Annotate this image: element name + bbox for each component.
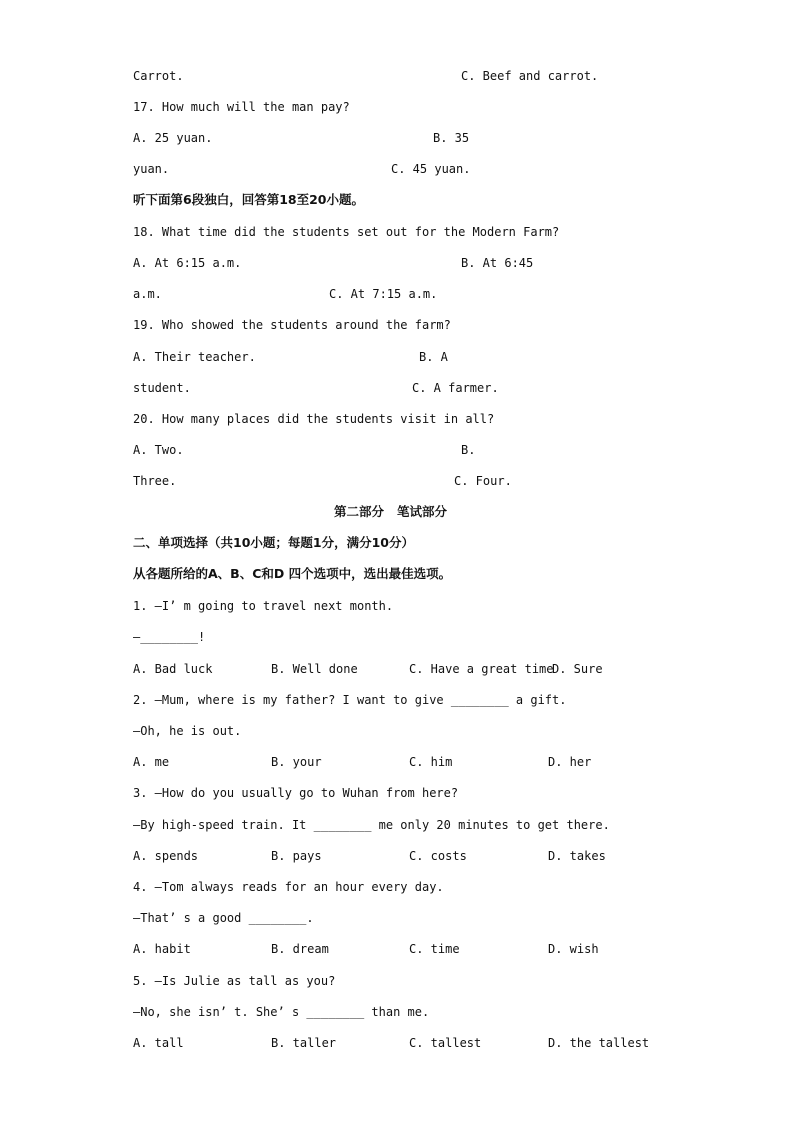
q19-stem: 19. Who showed the students around the farm? xyxy=(133,318,451,332)
mc4-line1: 4. —Tom always reads for an hour every day. xyxy=(133,880,444,894)
mc1-line2: —________! xyxy=(133,630,206,644)
q18-option-a: A. At 6:15 a.m. xyxy=(133,256,242,270)
mc2-option-d: D. her xyxy=(548,755,592,769)
q17-option-b-cont: yuan. xyxy=(133,162,170,176)
q18-option-c: C. At 7:15 a.m. xyxy=(329,287,438,301)
mc1-option-a: A. Bad luck xyxy=(133,662,213,676)
mc1-option-b: B. Well done xyxy=(271,662,358,676)
mc5-option-c: C. tallest xyxy=(409,1036,482,1050)
part2-title: 第二部分 笔试部分 xyxy=(334,504,448,519)
q19-option-c: C. A farmer. xyxy=(412,381,499,395)
q20-option-a: A. Two. xyxy=(133,443,184,457)
mc1-option-c: C. Have a great time xyxy=(409,662,554,676)
mc1-line1: 1. —I’ m going to travel next month. xyxy=(133,599,394,613)
mc2-option-b: B. your xyxy=(271,755,322,769)
q19-option-a: A. Their teacher. xyxy=(133,350,256,364)
mc5-line2: —No, she isn’ t. She’ s ________ than me. xyxy=(133,1005,430,1019)
q20-option-b-cont: Three. xyxy=(133,474,177,488)
q20-option-c: C. Four. xyxy=(454,474,512,488)
q18-stem: 18. What time did the students set out for the Modern Farm? xyxy=(133,225,560,239)
q20-option-b: B. xyxy=(461,443,476,457)
q17-option-b: B. 35 xyxy=(433,131,470,145)
q16-option-c: C. Beef and carrot. xyxy=(461,69,599,83)
mc3-option-d: D. takes xyxy=(548,849,606,863)
mc3-option-c: C. costs xyxy=(409,849,467,863)
mc3-option-b: B. pays xyxy=(271,849,322,863)
mc5-line1: 5. —Is Julie as tall as you? xyxy=(133,974,336,988)
section2-heading: 二、单项选择（共10小题；每题1分，满分10分） xyxy=(133,535,414,550)
mc5-option-d: D. the tallest xyxy=(548,1036,650,1050)
q19-option-b-cont: student. xyxy=(133,381,191,395)
q17-option-c: C. 45 yuan. xyxy=(391,162,471,176)
mc5-option-b: B. taller xyxy=(271,1036,337,1050)
mc3-line1: 3. —How do you usually go to Wuhan from here? xyxy=(133,786,459,800)
mc4-option-c: C. time xyxy=(409,942,460,956)
section6-instruction: 听下面第6段独白，回答第18至20小题。 xyxy=(133,192,364,207)
mc2-line2: —Oh, he is out. xyxy=(133,724,242,738)
q18-option-b: B. At 6:45 xyxy=(461,256,534,270)
q17-stem: 17. How much will the man pay? xyxy=(133,100,350,114)
mc4-option-a: A. habit xyxy=(133,942,191,956)
section2-instruction: 从各题所给的A、B、C和D 四个选项中，选出最佳选项。 xyxy=(133,566,452,581)
mc3-line2: —By high-speed train. It ________ me only 20 minutes to get there. xyxy=(133,818,610,832)
mc2-option-a: A. me xyxy=(133,755,170,769)
mc2-line1: 2. —Mum, where is my father? I want to give ________ a gift. xyxy=(133,693,567,707)
mc5-option-a: A. tall xyxy=(133,1036,184,1050)
mc4-line2: —That’ s a good ________. xyxy=(133,911,314,925)
q16-option-a-tail: Carrot. xyxy=(133,69,184,83)
mc4-option-b: B. dream xyxy=(271,942,329,956)
q20-stem: 20. How many places did the students visit in all? xyxy=(133,412,495,426)
q19-option-b: B. A xyxy=(419,350,448,364)
q18-option-b-cont: a.m. xyxy=(133,287,162,301)
mc1-option-d: D. Sure xyxy=(552,662,603,676)
q17-option-a: A. 25 yuan. xyxy=(133,131,213,145)
mc2-option-c: C. him xyxy=(409,755,453,769)
mc3-option-a: A. spends xyxy=(133,849,199,863)
mc4-option-d: D. wish xyxy=(548,942,599,956)
